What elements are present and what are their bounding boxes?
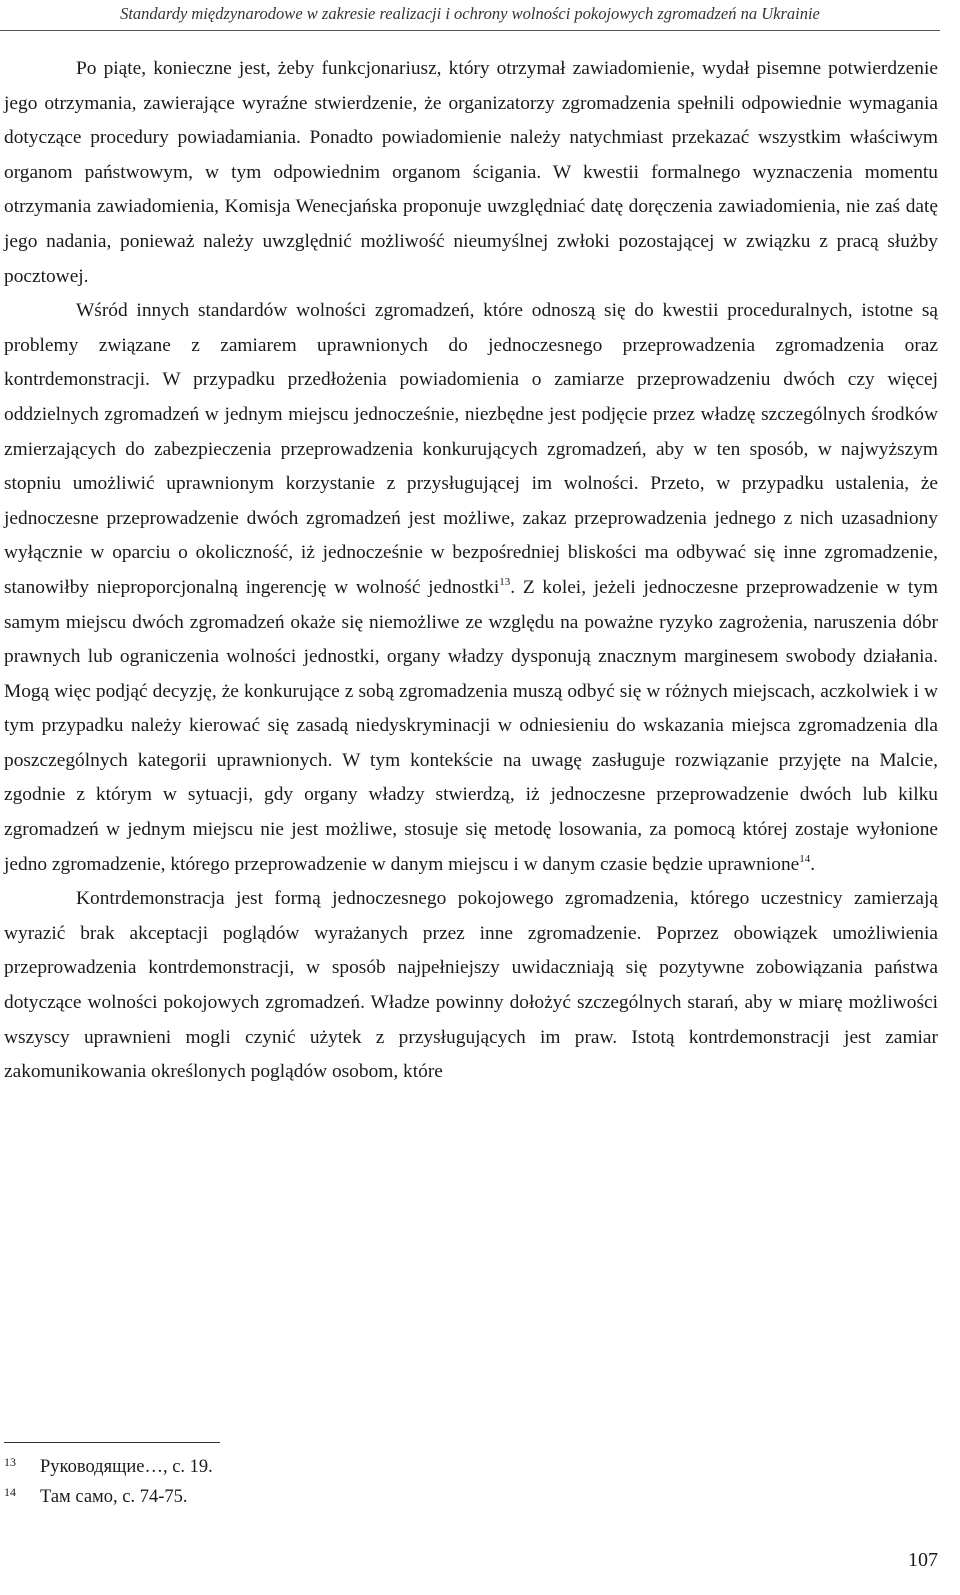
footnote-separator <box>4 1442 220 1443</box>
footnotes <box>4 1452 604 1512</box>
paragraph-text: . Z kolei, jeżeli jednoczesne przeprowadzenie w tym samym miejscu dwóch zgromadzeń okaże się niemożliwe ze względu na poważne ryzyko zagrożenia, naruszenia dóbr prawnych lub ograniczenia wolności jednostki, organy władzy dysponują znacznym marginesem swobody działania. Mogą więc podjąć decyzję, że konkurujące z sobą zgromadzenia muszą odbyć się w różnych miejscach, aczkolwiek i w tym przypadku należy kierować się zasadą niedyskryminacji w odniesieniu do wskazania miejsca zgromadzenia dla poszczególnych kategorii uprawnionych. W tym kontekście na uwagę zasługuje rozwiązanie przyjęte na Malcie, zgodnie z którym w sytuacji, gdy organy władzy stwierdzą, iż jednoczesne przeprowadzenie dwóch lub kilku zgromadzeń w jednym miejscu nie jest możliwe, stosuje się metodę losowania, za pomocą której zostaje wyłonione jedno zgromadzenie, którego przeprowadzenie w danym miejscu i w danym czasie będzie uprawnione <box>4 576 938 875</box>
page-number: 107 <box>908 1549 938 1571</box>
footnote-text: Руководящие…, с. 19. <box>40 1457 213 1477</box>
footnote-number: 14 <box>4 1485 16 1499</box>
paragraph <box>4 294 938 882</box>
footnote <box>4 1482 604 1512</box>
paragraph: Kontrdemonstracja jest formą jednoczesnego pokojowego zgromadzenia, którego uczestnicy zamierzają wyrazić brak akceptacji poglądów wyrażanych przez inne zgromadzenie. Poprzez obowiązek umożliwienia przeprowadzenia kontrdemonstracji, w sposób najpełniejszy uwidaczniają się pozytywne zobowiązania państwa dotyczące wolności pokojowych zgromadzeń. Władze powinny dołożyć szczególnych starań, aby w miarę możliwości wszyscy uprawnieni mogli czynić użytek z przysługujących im praw. Istotą kontrdemonstracji jest zamiar zakomunikowania określonych poglądów osobom, które <box>4 888 938 1083</box>
footnote-number: 13 <box>4 1455 16 1469</box>
footnote-text: Там само, с. 74-75. <box>40 1487 188 1507</box>
running-header: Standardy międzynarodowe w zakresie realizacji i ochrony wolności pokojowych zgromadzeń na Ukrainie <box>0 0 940 31</box>
footnote <box>4 1452 604 1482</box>
paragraph: Po piąte, konieczne jest, żeby funkcjonariusz, który otrzymał zawiadomienie, wydał pisemne potwierdzenie jego otrzymania, zawierające wyraźne stwierdzenie, że organizatorzy zgromadzenia spełnili odpowiednie wymagania dotyczące procedury powiadamiania. Ponadto powiadomienie należy natychmiast przekazać wszystkim właściwym organom państwowym, w tym odpowiednim organom ścigania. W kwestii formalnego wyznaczenia momentu otrzymania zawiadomienia, Komisja Wenecjańska proponuje uwzględniać datę doręczenia zawiadomienia, nie zaś datę jego nadania, ponieważ należy uwzględnić możliwość nieumyślnej zwłoki pozostającej w związku z pracą służby pocztowej. <box>4 58 938 287</box>
footnote-reference[interactable]: 13 <box>499 575 511 588</box>
paragraph-text: . <box>810 853 816 875</box>
footnote-reference[interactable]: 14 <box>799 852 811 865</box>
paragraph-text: Wśród innych standardów wolności zgromadzeń, które odnoszą się do kwestii proceduralnych, istotne są problemy związane z zamiarem uprawnionych do jednoczesnego przeprowadzenia zgromadzenia oraz kontrdemonstracji. W przypadku przedłożenia powiadomienia o zamiarze przeprowadzeniu dwóch czy więcej oddzielnych zgromadzeń w jednym miejscu jednocześnie, niezbędne jest podjęcie przez władzę szczególnych środków zmierzających do zabezpieczenia przeprowadzenia konkurujących zgromadzeń, aby w ten sposób, w najwyższym stopniu umożliwić uprawnionym korzystanie z przysługującej im wolności. Przeto, w przypadku ustalenia, że jednoczesne przeprowadzenie dwóch zgromadzeń jest możliwe, zakaz przeprowadzenia jednego z nich uzasadniony wyłącznie w oparciu o okoliczność, iż jednocześnie w bezpośredniej bliskości ma odbywać się inne zgromadzenie, stanowiłby nieproporcjonalną ingerencję w wolność jednostki <box>4 300 938 598</box>
main-text <box>4 52 938 1090</box>
